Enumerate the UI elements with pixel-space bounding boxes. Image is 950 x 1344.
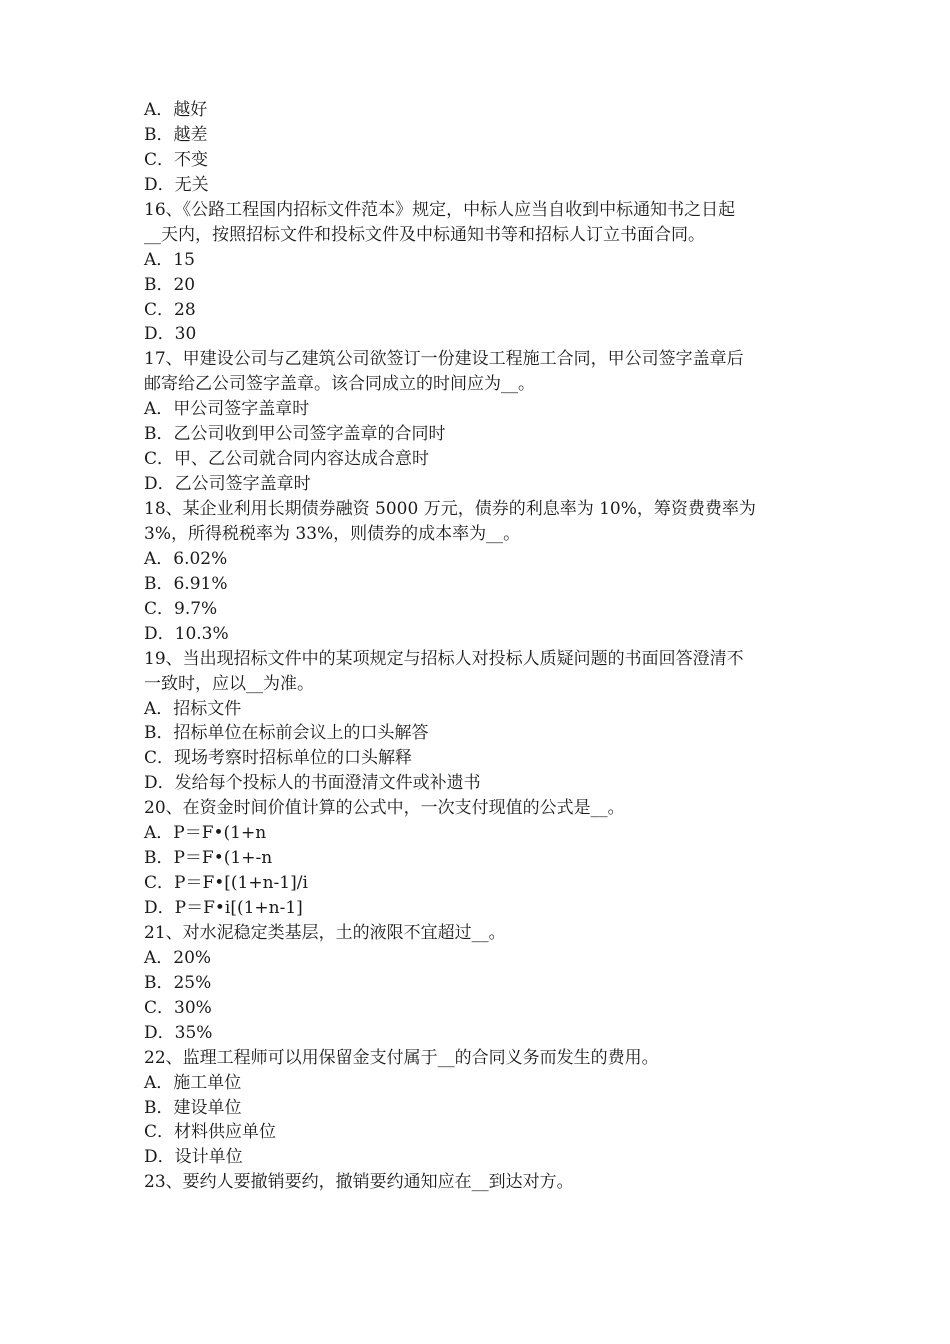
question-line: 20、在资金时间价值计算的公式中，一次支付现值的公式是__。 [144,798,625,819]
option-line: A．P＝F•(1+n [144,823,267,844]
option-line: C．P＝F•[(1+n-1]/i [144,873,308,894]
option-line: A．越好 [144,100,208,120]
question-line: 18、某企业利用长期债券融资 5000 万元，债券的利息率为 10%，筹资费费率为 [144,499,756,519]
question-line: 19、当出现招标文件中的某项规定与招标人对投标人质疑问题的书面回答澄清不 [144,648,744,669]
question-line: 16、《公路工程国内招标文件范本》规定，中标人应当自收到中标通知书之日起 [144,199,736,220]
option-line: B．6.91% [144,573,228,594]
option-line: B．招标单位在标前会议上的口头解答 [144,723,429,744]
option-line: B．建设单位 [144,1097,242,1118]
question-line: 邮寄给乙公司签字盖章。该合同成立的时间应为__。 [144,374,535,395]
document-body [144,98,816,1195]
question-line: 17、甲建设公司与乙建筑公司欲签订一份建设工程施工合同，甲公司签字盖章后 [144,349,744,370]
option-line: D．设计单位 [144,1147,243,1168]
option-line: A．招标文件 [144,698,242,719]
option-line: B．乙公司收到甲公司签字盖章的合同时 [144,424,446,445]
option-line: B．越差 [144,124,208,145]
option-line: C．30% [144,997,212,1018]
option-line: C．9.7% [144,598,218,619]
option-line: D．10.3% [144,623,229,644]
option-line: C．不变 [144,149,209,170]
option-line: A．甲公司签字盖章时 [144,399,310,420]
option-line: A．施工单位 [144,1072,242,1093]
question-line: 3%，所得税税率为 33%，则债券的成本率为__。 [144,523,521,544]
option-line: C．现场考察时招标单位的口头解释 [144,748,413,769]
option-line: A．20% [144,947,212,968]
option-line: C．28 [144,299,196,320]
option-line: C．材料供应单位 [144,1122,277,1143]
option-line: B．P＝F•(1+-n [144,848,273,869]
option-line: B．20 [144,274,196,295]
question-line: 23、要约人要撤销要约，撤销要约通知应在__到达对方。 [144,1172,574,1193]
question-line: 一致时，应以__为准。 [144,673,314,694]
option-line: A．15 [144,249,195,270]
option-line: D．35% [144,1022,213,1043]
option-line: D．发给每个投标人的书面澄清文件或补遗书 [144,773,481,794]
option-line: D．P＝F•i[(1+n-1] [144,898,303,918]
question-line: 21、对水泥稳定类基层，土的液限不宜超过__。 [144,922,506,943]
question-line: __天内，按照招标文件和投标文件及中标通知书等和招标人订立书面合同。 [144,224,705,245]
question-line: 22、监理工程师可以用保留金支付属于__的合同义务而发生的费用。 [144,1047,659,1068]
option-line: A．6.02% [144,548,228,569]
option-line: B．25% [144,972,212,993]
option-line: D．乙公司签字盖章时 [144,474,311,495]
option-line: D．30 [144,324,197,345]
option-line: C．甲、乙公司就合同内容达成合意时 [144,449,430,470]
option-line: D．无关 [144,174,209,195]
